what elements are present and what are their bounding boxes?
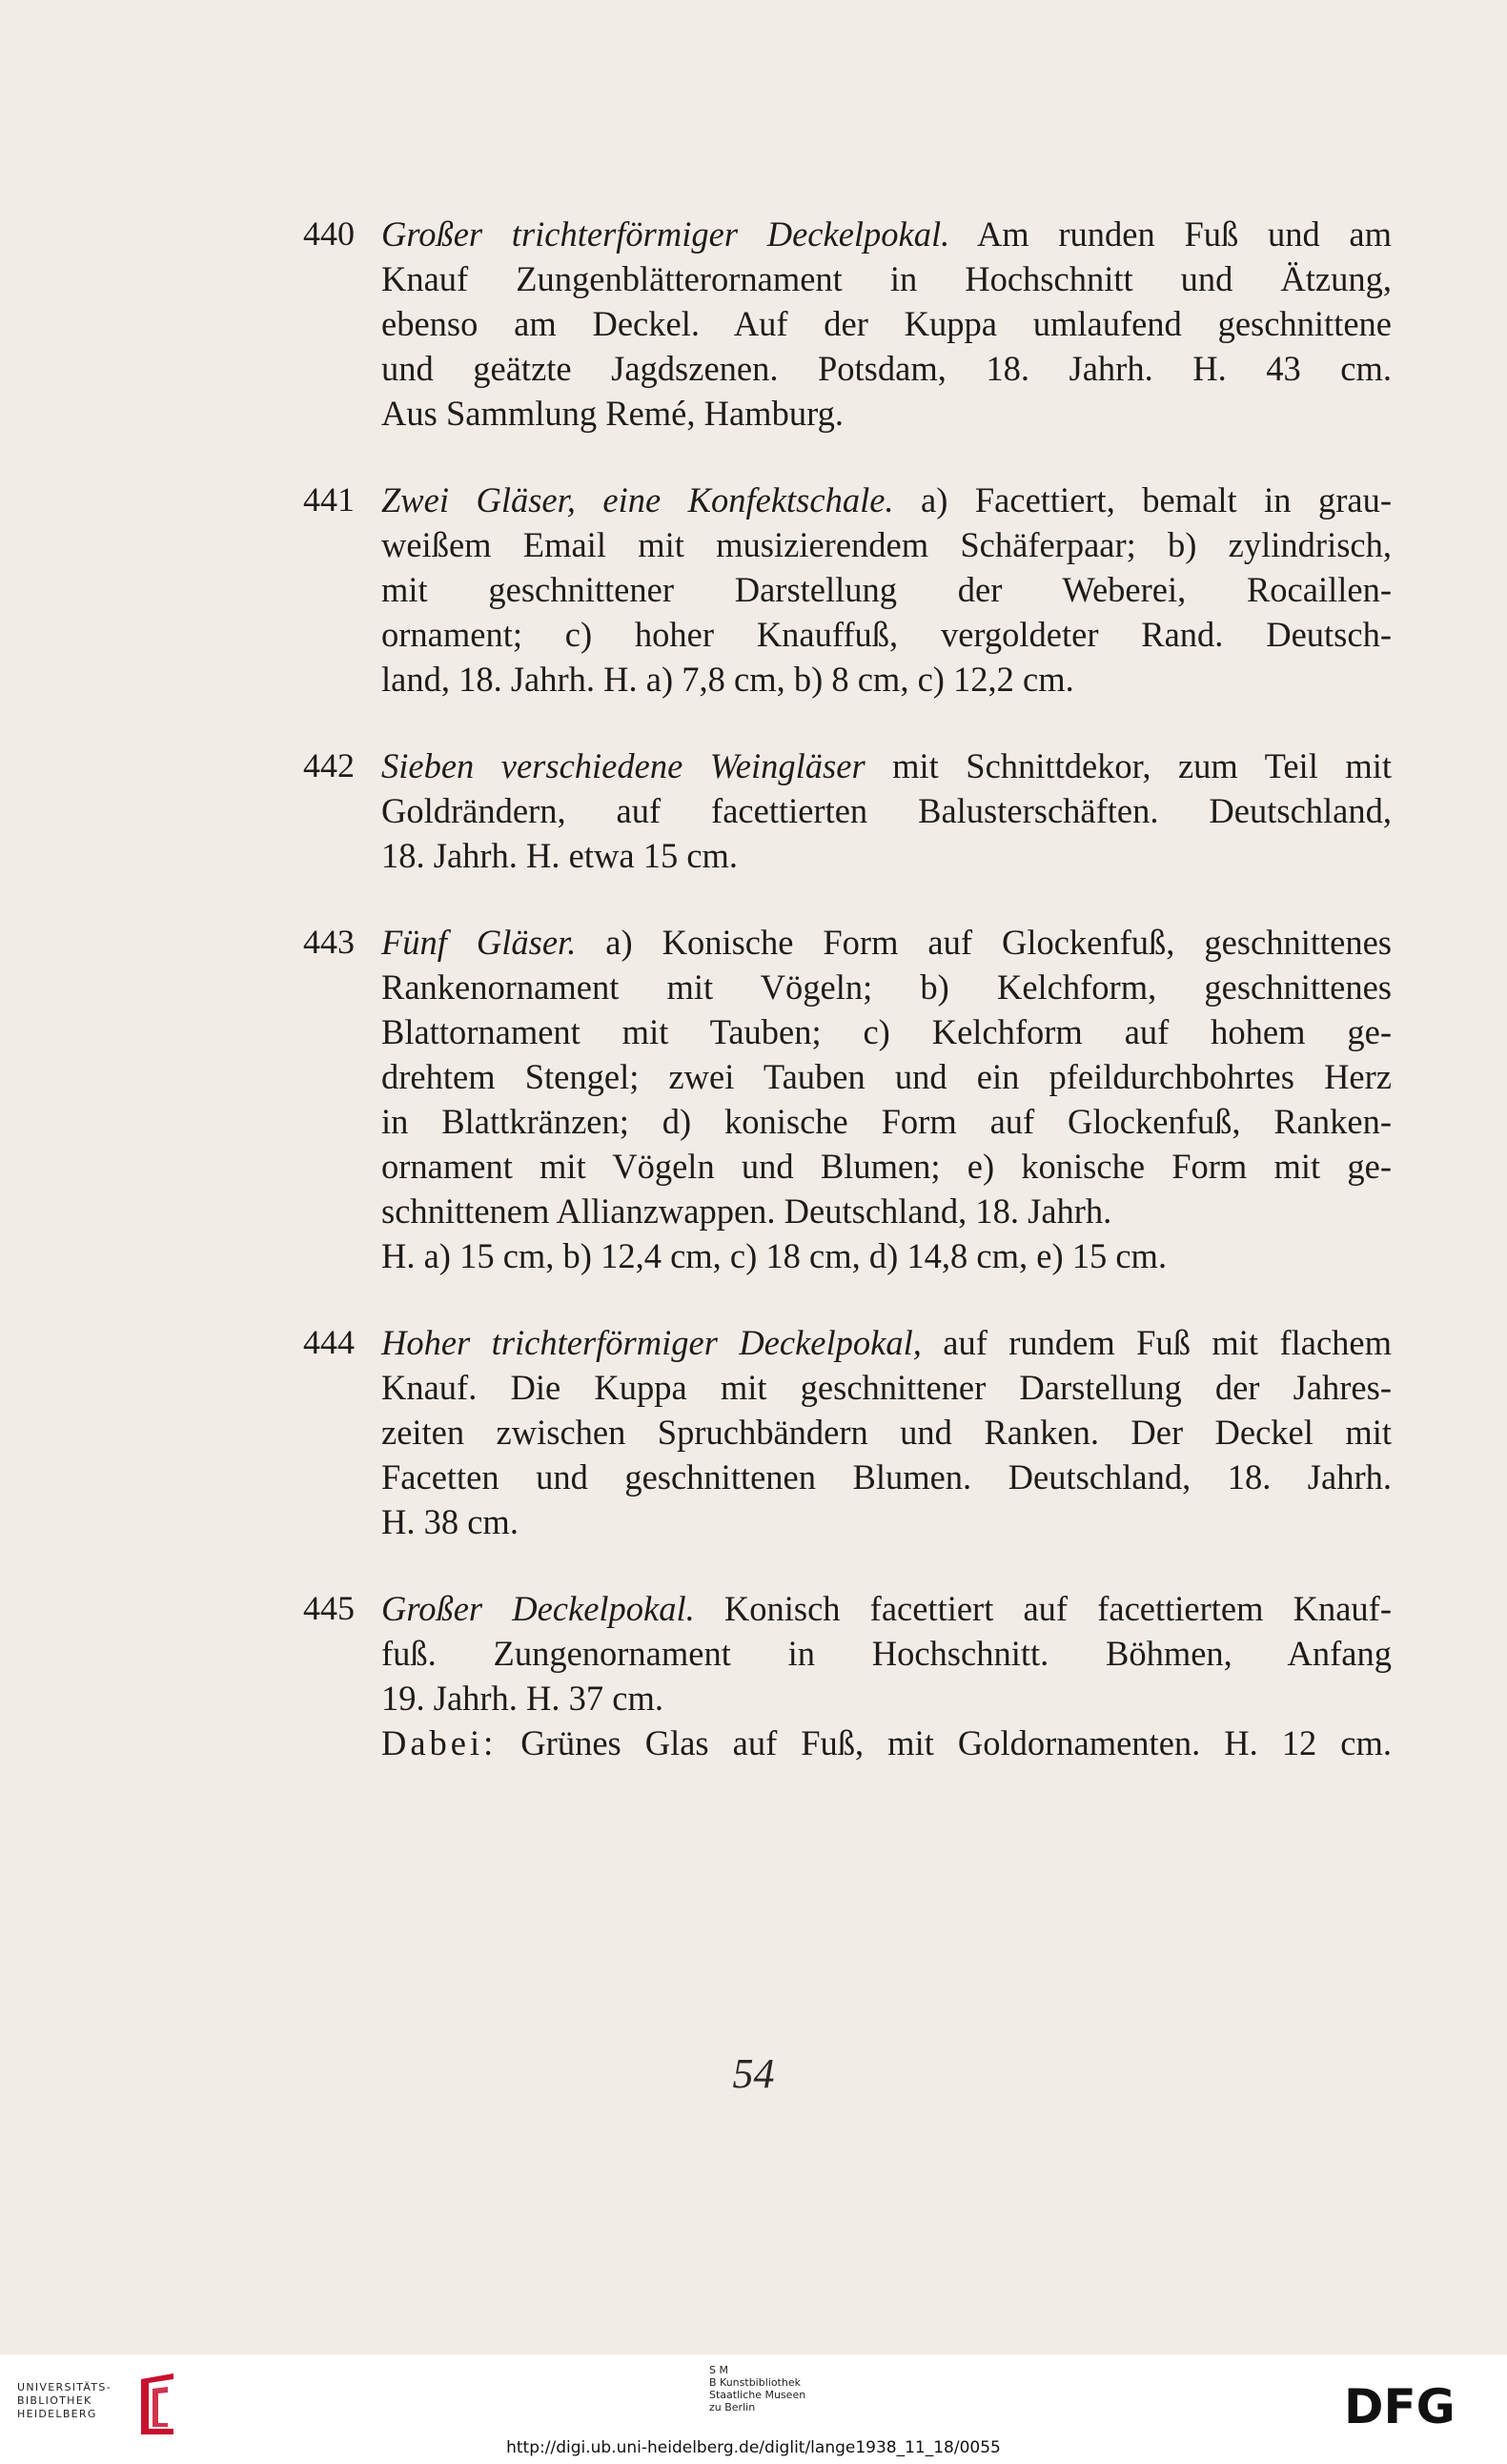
catalog-entry-440 <box>303 212 1392 436</box>
entry-line-rest: mit Schnittdekor, zum Teil mit <box>865 746 1392 785</box>
entry-line: Aus Sammlung Remé, Hamburg. <box>381 394 844 433</box>
dabei-label: Dabei: <box>381 1723 498 1762</box>
catalog-entry-443 <box>303 920 1392 1278</box>
entry-title: Zwei Gläser, eine Konfektschale. <box>381 480 894 519</box>
catalog-entry-442 <box>303 743 1392 878</box>
entry-line: Rankenornament mit Vögeln; b) Kelchform, geschnittenes <box>381 967 1392 1007</box>
entry-number: 445 <box>303 1589 355 1627</box>
entry-title: Hoher trichterförmiger Deckelpokal, <box>381 1323 922 1362</box>
university-logo-line: UNIVERSITÄTS- <box>17 2381 112 2393</box>
entry-text <box>381 212 1392 436</box>
university-seal-icon <box>135 2372 183 2440</box>
entry-line: H. a) 15 cm, b) 12,4 cm, c) 18 cm, d) 14,8 cm, e) 15 cm. <box>381 1236 1168 1275</box>
entry-line-rest: Konisch facettiert auf facettiertem Knauf- <box>694 1589 1392 1628</box>
entry-text <box>381 478 1392 702</box>
source-url[interactable]: http://digi.ub.uni-heidelberg.de/diglit/lange1938_11_18/0055 <box>506 2438 1001 2457</box>
entry-line-rest: a) Facettiert, bemalt in grau- <box>893 480 1392 519</box>
entry-line <box>381 743 1392 788</box>
sm-logo-line: Staatliche Museen <box>709 2389 806 2401</box>
entry-line <box>381 1721 1392 1765</box>
entry-line: schnittenem Allianzwappen. Deutschland, 18. Jahrh. <box>381 1191 1112 1231</box>
entry-line: zeiten zwischen Spruchbändern und Ranken. Der Deckel mit <box>381 1413 1392 1452</box>
entry-line: H. 38 cm. <box>381 1502 519 1541</box>
entry-line: Goldrändern, auf facettierten Balusterschäften. Deutschland, <box>381 791 1392 830</box>
sm-logo-line: zu Berlin <box>709 2401 756 2413</box>
entry-line: drehtem Stengel; zwei Tauben und ein pfeildurchbohrtes Herz <box>381 1057 1392 1096</box>
catalog-entry-441 <box>303 478 1392 702</box>
entry-text <box>381 1586 1392 1765</box>
entry-line: ebenso am Deckel. Auf der Kuppa umlaufend geschnittene <box>381 304 1392 343</box>
entry-line <box>381 1586 1392 1631</box>
entry-text <box>381 743 1392 878</box>
entry-line-rest: auf rundem Fuß mit flachem <box>921 1323 1392 1362</box>
entry-text <box>381 920 1392 1278</box>
entry-line: 19. Jahrh. H. 37 cm. <box>381 1679 664 1718</box>
entry-line: ornament; c) hoher Knauffuß, vergoldeter Rand. Deutsch- <box>381 615 1392 654</box>
entry-line: in Blattkränzen; d) konische Form auf Glockenfuß, Ranken- <box>381 1102 1392 1141</box>
entry-line <box>381 478 1392 522</box>
entry-line: Blattornament mit Tauben; c) Kelchform auf hohem ge- <box>381 1012 1392 1051</box>
entry-title: Fünf Gläser. <box>381 923 577 962</box>
dfg-logo-text: DFG <box>1344 2381 1456 2429</box>
entry-line <box>381 1320 1392 1365</box>
kunstbibliothek-logo[interactable] <box>709 2364 805 2413</box>
entry-line: Facetten und geschnittenen Blumen. Deutschland, 18. Jahrh. <box>381 1457 1392 1497</box>
entry-line <box>381 212 1392 256</box>
university-logo-line: BIBLIOTHEK <box>17 2394 92 2407</box>
entry-line: Knauf. Die Kuppa mit geschnittener Darstellung der Jahres- <box>381 1368 1392 1407</box>
entry-number: 443 <box>303 923 355 961</box>
sm-logo-line: S M <box>709 2364 728 2376</box>
entry-line <box>381 920 1392 965</box>
catalog-entry-445 <box>303 1586 1392 1765</box>
entry-line: fuß. Zungenornament in Hochschnitt. Böhmen, Anfang <box>381 1634 1392 1673</box>
entry-line: Knauf Zungenblätterornament in Hochschnitt und Ätzung, <box>381 259 1392 298</box>
entry-title: Großer Deckelpokal. <box>381 1589 695 1628</box>
catalog-entry-444 <box>303 1320 1392 1544</box>
entry-line-rest: Am runden Fuß und am <box>949 214 1392 254</box>
entry-number: 442 <box>303 746 355 784</box>
entry-line: mit geschnittener Darstellung der Weberei, Rocaillen- <box>381 570 1392 609</box>
university-library-logo[interactable] <box>17 2381 112 2421</box>
dabei-text: Grünes Glas auf Fuß, mit Goldornamenten. H. 12 cm. <box>497 1723 1392 1762</box>
entry-number: 441 <box>303 480 355 519</box>
dfg-logo[interactable] <box>1344 2381 1489 2429</box>
entry-line: ornament mit Vögeln und Blumen; e) konische Form mit ge- <box>381 1147 1392 1186</box>
entry-line: land, 18. Jahrh. H. a) 7,8 cm, b) 8 cm, c) 12,2 cm. <box>381 660 1074 699</box>
entry-title: Sieben verschiedene Weingläser <box>381 746 866 785</box>
entry-line: und geätzte Jagdszenen. Potsdam, 18. Jahrh. H. 43 cm. <box>381 349 1392 388</box>
entry-title: Großer trichterförmiger Deckelpokal. <box>381 214 950 254</box>
entry-line: weißem Email mit musizierendem Schäferpaar; b) zylindrisch, <box>381 525 1392 564</box>
page-number: 54 <box>732 2050 775 2097</box>
entry-line: 18. Jahrh. H. etwa 15 cm. <box>381 836 739 875</box>
entry-number: 440 <box>303 214 355 253</box>
university-logo-line: HEIDELBERG <box>17 2408 97 2420</box>
sm-logo-line: B Kunstbibliothek <box>709 2376 801 2389</box>
entry-text <box>381 1320 1392 1544</box>
entry-line-rest: a) Konische Form auf Glockenfuß, geschnittenes <box>576 923 1392 962</box>
entry-number: 444 <box>303 1323 355 1361</box>
catalog-entries <box>303 212 1392 1807</box>
